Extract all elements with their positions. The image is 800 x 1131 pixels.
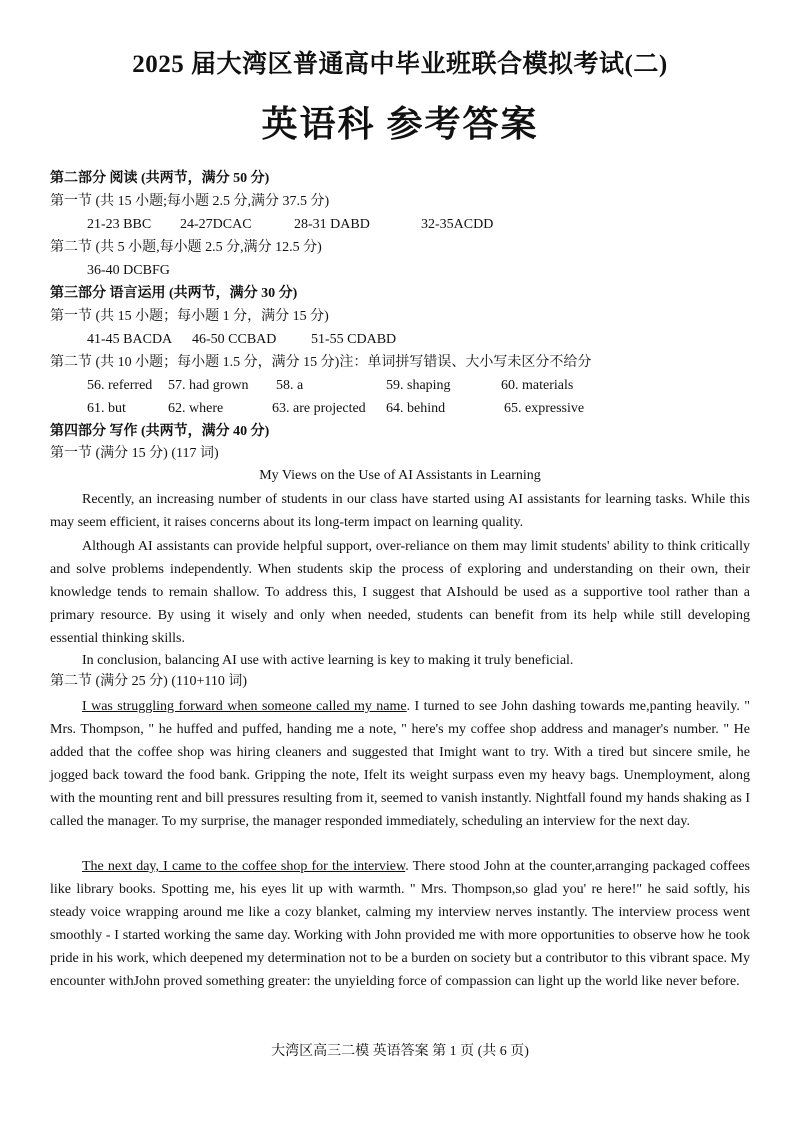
- part2-heading: 第二部分 阅读 (共两节，满分 50 分): [50, 171, 270, 186]
- continuation-paragraph-2: [50, 855, 750, 993]
- paragraph-body: . There stood John at the counter,arranging packaged coffees like library books. Spotting me, his eyes lit up with warmth. " Mrs. Thompson,so glad you' re here!" he said softly, his steady voice wrapping around me like a cozy blanket, calming my interview nerves instantly. The interview process went smoothly - I started working the same day. Working with John provided me with more opportunities to observe how he took pride in his work, which deepened my determination not to be a burden on society but a contributor to this vibrant space. My encounter withJohn proved something greater: the unyielding force of compassion can light up the world like never before.: [50, 859, 750, 989]
- part4-section2-heading: 第二节 (满分 25 分) (110+110 词): [50, 674, 248, 689]
- answer-item: 65. expressive: [504, 401, 585, 416]
- part4-heading: 第四部分 写作 (共两节，满分 40 分): [50, 424, 270, 439]
- answer-item: 61. but: [87, 401, 126, 416]
- part2-section1-heading: 第一节 (共 15 小题;每小题 2.5 分,满分 37.5 分): [50, 194, 330, 209]
- exam-title: 2025 届大湾区普通高中毕业班联合模拟考试(二): [132, 51, 668, 78]
- answer-group: 41-45 BACDA: [87, 332, 173, 347]
- answer-item: 63. are projected: [272, 401, 366, 416]
- part3-heading: 第三部分 语言运用 (共两节，满分 30 分): [50, 286, 298, 301]
- answer-key-title: 英语科 参考答案: [261, 104, 539, 144]
- answer-group: 21-23 BBC: [87, 217, 152, 232]
- given-opening-sentence: I was struggling forward when someone called my name: [82, 699, 407, 714]
- answer-item: 58. a: [276, 378, 304, 393]
- answer-group: 32-35ACDD: [421, 217, 494, 232]
- continuation-paragraph-1: [50, 695, 750, 833]
- answer-group: 36-40 DCBFG: [87, 263, 170, 278]
- part3-section2-heading: 第二节 (共 10 小题；每小题 1.5 分，满分 15 分)注：单词拼写错误、大小写未区分不给分: [50, 355, 592, 370]
- part4-section1-heading: 第一节 (满分 15 分) (117 词): [50, 446, 219, 461]
- answer-item: 60. materials: [501, 378, 574, 393]
- paragraph-body: . I turned to see John dashing towards me,panting heavily. " Mrs. Thompson, " he huffed and puffed, handing me a note, " here's my coffee shop address and manager's number. " He added that the coffee shop was hiring cleaners and suggested that Imight want to try. With a tired but sincere smile, he jogged back toward the food bank. Gripping the note, Ifelt its weight surpass even my heavy bags. Unemployment, along with the mounting rent and bill pressures resulting from it, seemed to vanish instantly. Nightfall found my hands shaking as I called the manager. To my surprise, the manager responded immediately, scheduling an interview for the next day.: [50, 699, 750, 829]
- answer-item: 59. shaping: [386, 378, 451, 393]
- answer-group: 28-31 DABD: [294, 217, 370, 232]
- answer-item: 56. referred: [87, 378, 153, 393]
- answer-item: 64. behind: [386, 401, 446, 416]
- answer-item: 57. had grown: [168, 378, 249, 393]
- part3-section1-heading: 第一节 (共 15 小题；每小题 1 分，满分 15 分): [50, 309, 329, 324]
- answer-group: 46-50 CCBAD: [192, 332, 277, 347]
- page-footer: 大湾区高三二模 英语答案 第 1 页 (共 6 页): [271, 1044, 529, 1059]
- essay-paragraph: In conclusion, balancing AI use with active learning is key to making it truly beneficial.: [82, 653, 574, 668]
- answer-group: 51-55 CDABD: [311, 332, 397, 347]
- given-opening-sentence: The next day, I came to the coffee shop for the interview: [82, 859, 406, 874]
- answer-group: 24-27DCAC: [180, 217, 252, 232]
- part2-section2-heading: 第二节 (共 5 小题,每小题 2.5 分,满分 12.5 分): [50, 240, 322, 255]
- essay-paragraph: Although AI assistants can provide helpful support, over-reliance on them may limit students' ability to think critically and solve problems independently. When students skip the process of exploring and understanding on their own, their knowledge tends to remain shallow. To address this, I suggest that AIshould be used as a supportive tool rather than a primary resource. By using it wisely and only when needed, students can benefit from its help while still developing essential thinking skills.: [50, 539, 750, 646]
- essay-paragraph: Recently, an increasing number of students in our class have started using AI assistants for learning tasks. While this may seem efficient, it raises concerns about its long-term impact on learning quality.: [50, 492, 750, 530]
- essay-title: My Views on the Use of AI Assistants in Learning: [259, 468, 541, 483]
- answer-item: 62. where: [168, 401, 224, 416]
